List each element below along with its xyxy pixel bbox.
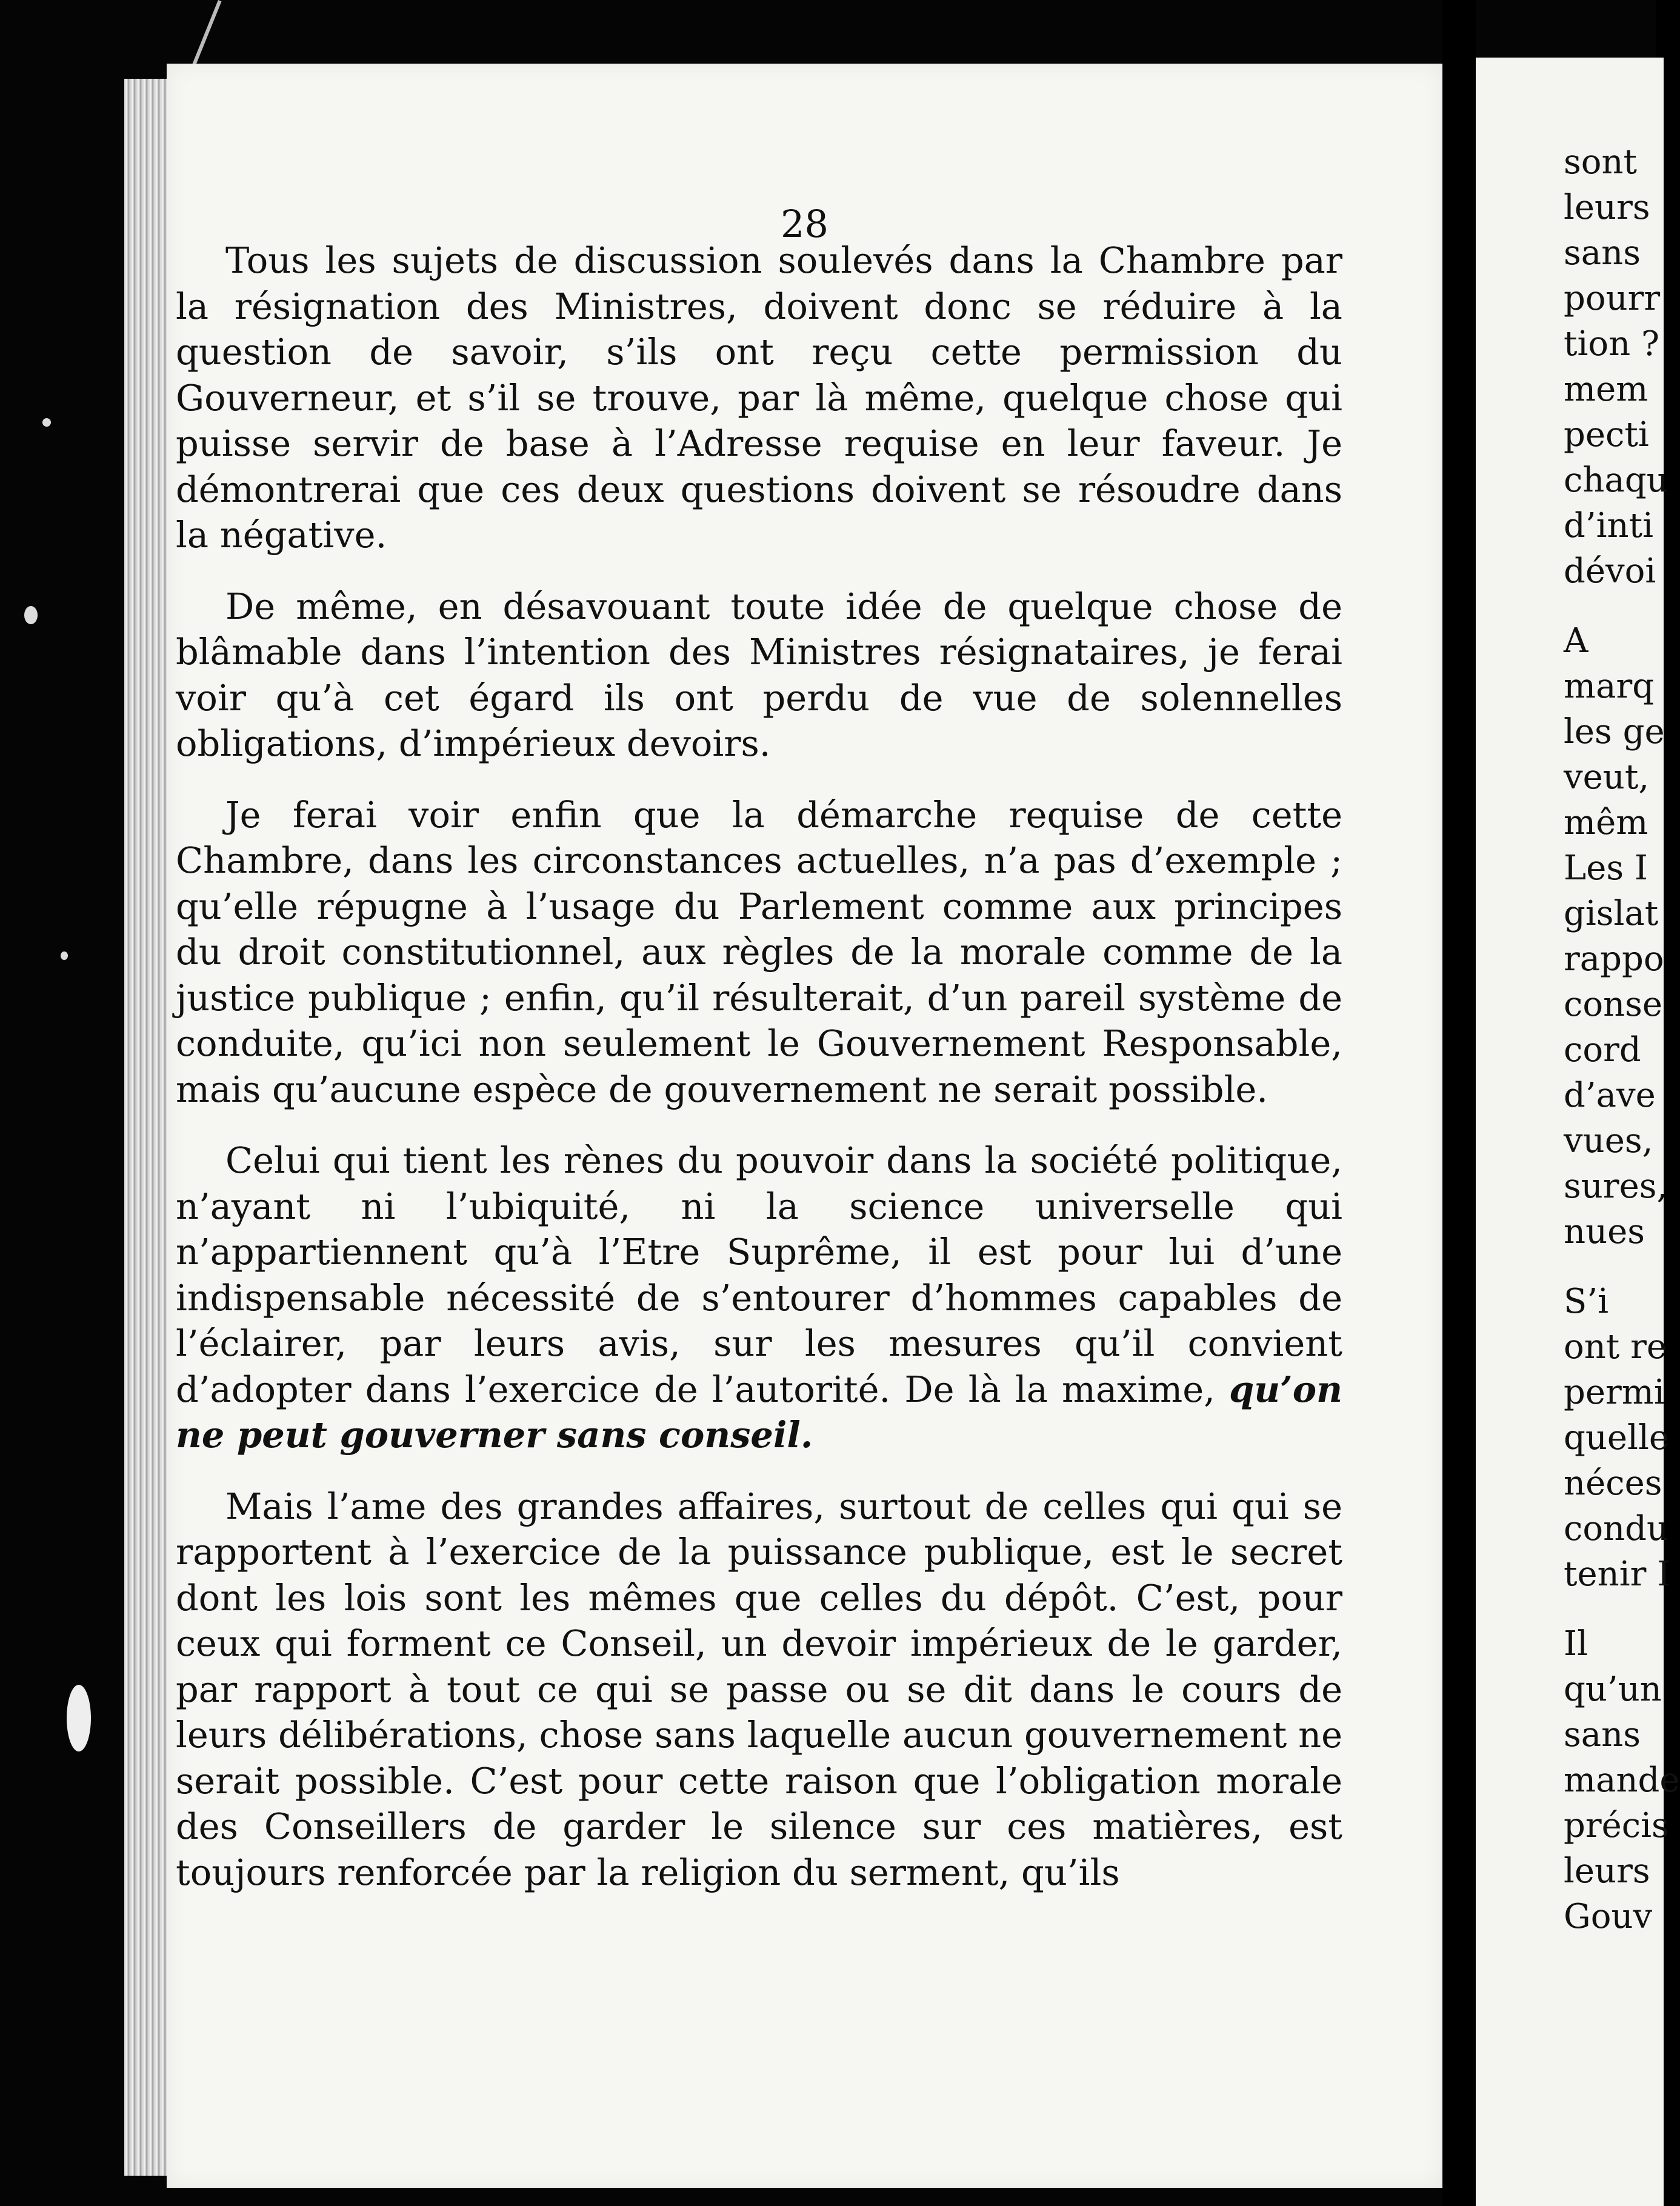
right-page-gap (1564, 594, 1680, 618)
right-page-line: précis (1564, 1806, 1669, 1845)
right-page-line: tenir I (1564, 1555, 1671, 1594)
right-page-line: mande (1564, 1761, 1680, 1800)
right-page-gap (1564, 1597, 1680, 1621)
right-page-line: Les I (1564, 848, 1648, 888)
paragraph-3: Je ferai voir enfin que la démarche requise de cette Chambre, dans les circonstances actuelles, n’a pas d’exemple ; qu’elle répugne à l’usage du Parlement comme aux principes du droit constitutionnel, aux règles de la morale comme de la justice publique ; enfin, qu’il résulterait, d’un pareil système de conduite, qu’ici non seulement le Gouvernement Responsable, mais qu’aucune espèce de gouvernement ne serait possible. (176, 793, 1342, 1110)
right-page-line: conse (1564, 985, 1663, 1024)
right-page-line: vues, (1564, 1121, 1653, 1161)
right-page-line: cord (1564, 1030, 1641, 1070)
paragraph-4 (176, 1138, 1342, 1458)
right-page-line: mêm (1564, 803, 1648, 842)
paragraph-1: Tous les sujets de discussion soulevés dans la Chambre par la résignation des Ministres, doivent donc se réduire à la question de savoir, s’ils ont reçu cette permission du Gouverneur, et s’il se trouve, par là même, quelque chose qui puisse servir de base à l’Adresse requise en leur faveur. Je démontrerai que ces deux questions doivent se résoudre dans la négative. (176, 239, 1342, 556)
right-page-line: veut, (1564, 758, 1650, 797)
right-page-line: leurs (1564, 1851, 1650, 1891)
right-page-line: dévoi (1564, 552, 1656, 591)
right-page-line: Gouv (1564, 1897, 1653, 1936)
right-page-line: S’i (1564, 1282, 1609, 1321)
scan-speck (24, 606, 38, 624)
right-page-line: A (1564, 621, 1588, 661)
right-page-line: sans (1564, 233, 1641, 273)
right-page-line: nues (1564, 1212, 1645, 1251)
right-page-line: les ge (1564, 712, 1665, 751)
right-page-line: qu’un (1564, 1670, 1662, 1709)
right-page-line: marq (1564, 667, 1655, 706)
right-page-line: ont re (1564, 1327, 1667, 1367)
right-page-line: sont (1564, 142, 1638, 182)
right-page-line: tion ? (1564, 324, 1660, 364)
maxim-italic: qu’on ne peut gouverner sans conseil. (176, 1368, 1342, 1456)
right-page-line: pourr (1564, 279, 1661, 318)
paragraph-2: De même, en désavouant toute idée de quelque chose de blâmable dans l’intention des Ministres résignataires, je ferai voir qu’à cet égard ils ont perdu de vue de solennelles obligations, d’impérieux devoirs. (176, 585, 1342, 764)
paragraph-5: Mais l’ame des grandes affaires, surtout de celles qui qui se rapportent à l’exercice de la puissance publique, est le secret dont les lois sont les mêmes que celles du dépôt. C’est, pour ceux qui forment ce Conseil, un devoir impérieux de le garder, par rapport à tout ce qui se passe ou se dit dans le cours de leurs délibérations, chose sans laquelle aucun gouvernement ne serait possible. C’est pour cette raison que l’obligation morale des Conseillers de garder le silence sur ces matières, est toujours renforcée par la religion du serment, qu’ils (176, 1485, 1342, 1893)
right-page-line: leurs (1564, 188, 1650, 227)
right-page-line: mem (1564, 370, 1648, 409)
page-number: 28 (781, 202, 828, 246)
right-page-line: sans (1564, 1715, 1641, 1754)
scan-speck (61, 951, 68, 960)
right-page-line: gislat (1564, 894, 1659, 933)
right-page-lines (1564, 139, 1680, 1939)
right-page-line: Il (1564, 1624, 1588, 1664)
right-page-gap (1564, 1255, 1680, 1279)
right-page-line: d’inti (1564, 506, 1654, 545)
paragraph-4-text: Celui qui tient les rènes du pouvoir dans la société politique, n’ayant ni l’ubiquité, ni la science universelle qui n’appartiennent qu’à l’Etre Suprême, il est pour lui d’une indispensable nécessité de s’entourer d’hommes capables de l’éclairer, par leurs avis, sur les mesures qu’il convient d’adopter dans l’exercice de l’autorité. De là la maxime, (176, 1139, 1342, 1410)
right-page-line: néces (1564, 1464, 1662, 1503)
page-stack-edge (124, 79, 173, 2176)
right-page-fragment (1476, 58, 1680, 2206)
right-page-line: sures, (1564, 1167, 1668, 1206)
right-page-line: quelle (1564, 1418, 1670, 1458)
right-page-line: condu (1564, 1509, 1669, 1548)
book-gutter (1442, 0, 1476, 2206)
scan-speck (42, 418, 51, 427)
right-page-line: d’ave (1564, 1076, 1656, 1115)
scan-speck (67, 1685, 91, 1751)
right-page-line: rappo (1564, 939, 1664, 979)
right-page-line: chaqu (1564, 461, 1668, 500)
left-page-body (176, 238, 1342, 1921)
right-page-line: permi (1564, 1373, 1665, 1412)
right-page-line: pecti (1564, 415, 1649, 455)
